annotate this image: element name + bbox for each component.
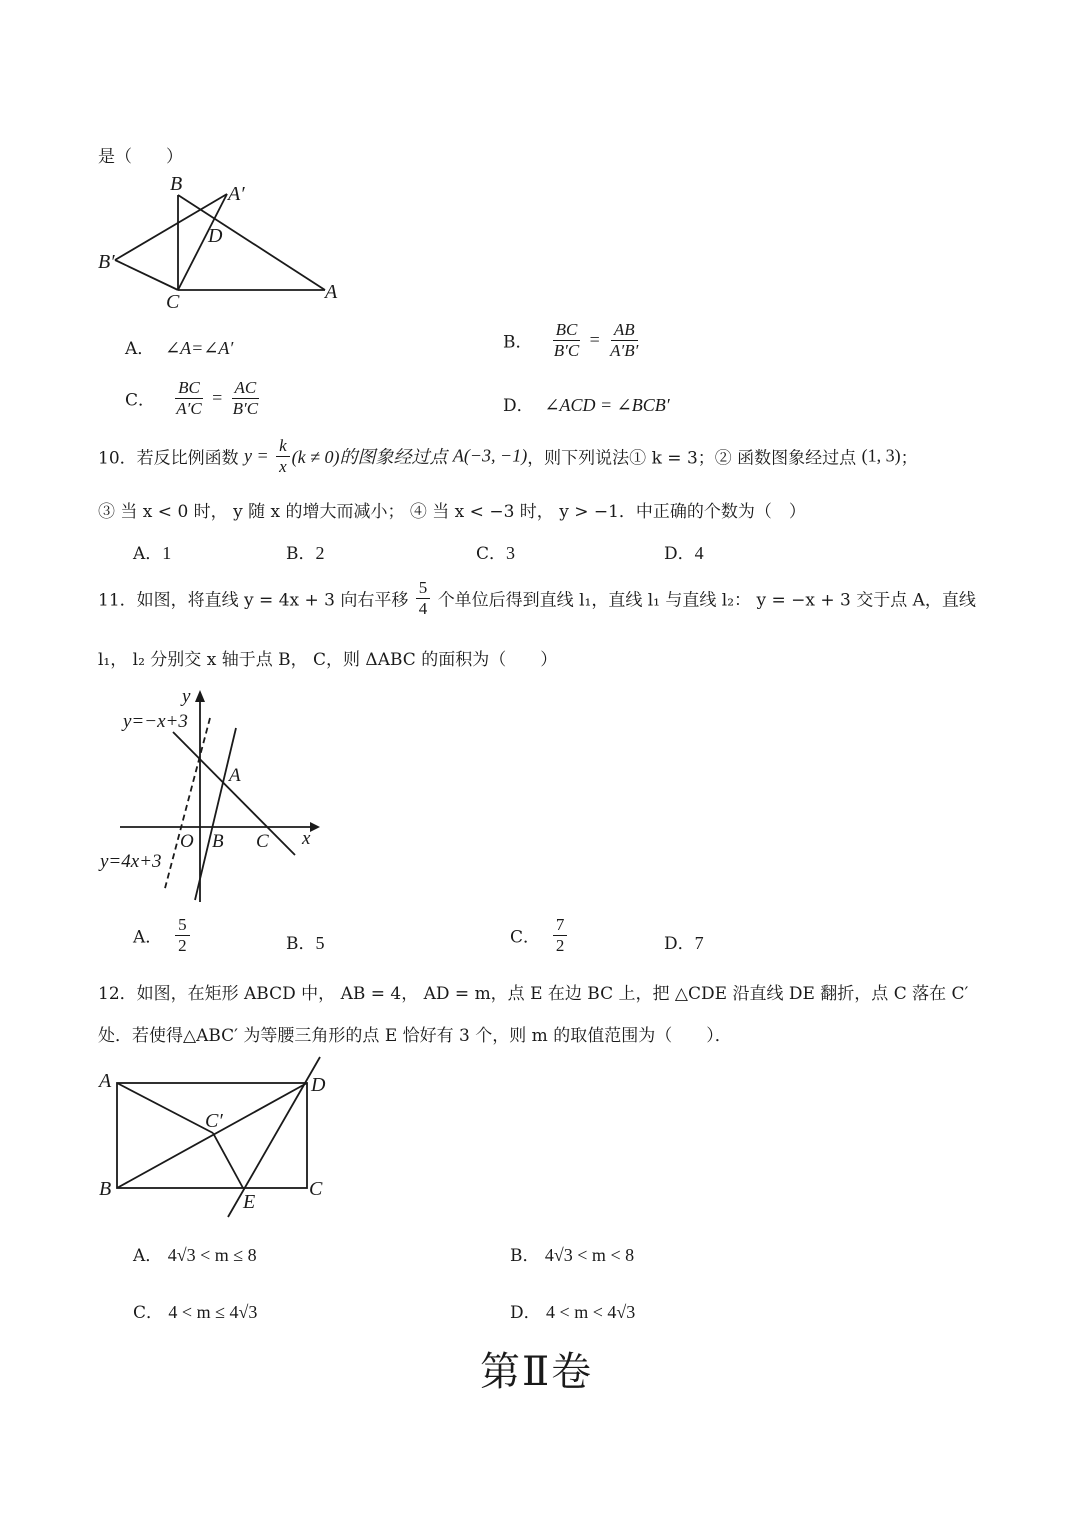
label-A: A: [229, 765, 241, 786]
label-eq2: y=4x+3: [100, 851, 162, 872]
q12-option-c: C． 4 < m ≤ 4√3: [133, 1302, 258, 1323]
q9-option-c: C． $\frac{BC}{A'C}$ = $\frac{AC}{B'C}$: [125, 378, 259, 418]
label-D: D: [311, 1074, 326, 1096]
y-axis-arrow: [195, 690, 205, 702]
q9-figure: [90, 170, 350, 315]
section-title: 第Ⅱ卷: [480, 1349, 594, 1395]
q11-option-d: D．7: [664, 933, 704, 954]
label-B: B: [212, 831, 224, 852]
q12-line2: 处．若使得△ABC′ 为等腰三角形的点 E 恰好有 3 个，则 m 的取值范围为（ ）．: [98, 1026, 732, 1046]
label-D: D: [208, 225, 223, 247]
q9-option-b: B． $\frac{BC}{B'C}$ = $\frac{AB}{A'B'}$: [503, 320, 639, 360]
q9-option-a: A． ∠A=∠A′: [125, 338, 234, 359]
q10-option-c: C．3: [476, 543, 516, 564]
label-C-prime: C′: [205, 1110, 223, 1132]
segment-BprimeC: [115, 260, 178, 290]
q9-stem-tail: 是（ ）: [98, 147, 183, 167]
label-A: A: [99, 1070, 112, 1092]
label-C: C: [256, 831, 269, 852]
x-axis-arrow: [310, 822, 320, 832]
q12-figure: [95, 1055, 345, 1225]
label-C: C: [166, 291, 180, 313]
q11-line2: l₁， l₂ 分别交 x 轴于点 B， C，则 ΔABC 的面积为（ ）: [98, 650, 558, 670]
segment-AC-prime: [117, 1083, 213, 1133]
label-B: B: [170, 173, 183, 195]
q12-line1: 12．如图，在矩形 ABCD 中， AB = 4， AD = m，点 E 在边 BC 上，把 △CDE 沿直线 DE 翻折，点 C 落在 C′: [98, 984, 969, 1004]
segment-C-prime-E: [213, 1133, 243, 1188]
label-E: E: [243, 1191, 256, 1213]
label-y-axis: y: [182, 686, 191, 707]
q10-line2: ③ 当 x < 0 时， y 随 x 的增大而减小； ④ 当 x < −3 时， y > −1．中正确的个数为（ ）: [98, 502, 806, 522]
label-C: C: [309, 1178, 323, 1200]
label-B: B: [99, 1178, 112, 1200]
label-B-prime: B′: [98, 251, 115, 273]
q11-line1: 11．如图，将直线 y = 4x + 3 向右平移 $\frac{5}{4}$ 个单位后得到直线 l₁，直线 l₁ 与直线 l₂： y = −x + 3 交于点 A，直线: [98, 578, 976, 618]
q11-figure: [95, 680, 335, 910]
q12-option-b: B． 4√3 < m < 8: [510, 1245, 635, 1266]
label-A-prime: A′: [228, 183, 245, 205]
label-eq1: y=−x+3: [123, 711, 188, 732]
q10-option-a: A．1: [133, 543, 172, 564]
q9-option-d: D． ∠ACD = ∠BCB′: [503, 395, 670, 416]
line-l1: [195, 728, 236, 900]
q11-option-c: C． $\frac{7}{2}$: [510, 915, 569, 955]
q10-line1: 10．若反比例函数 y = $\frac{k}{x}$ (k ≠ 0)的图象经过点 A(−3, −1)，则下列说法① k = 3；② 函数图象经过点 (1, 3)；: [98, 436, 918, 476]
q10-option-d: D．4: [664, 543, 704, 564]
q10-option-b: B．2: [286, 543, 325, 564]
q11-option-a: A． $\frac{5}{2}$: [133, 915, 192, 955]
label-A: A: [325, 281, 338, 303]
q12-option-d: D． 4 < m < 4√3: [510, 1302, 636, 1323]
q11-option-b: B．5: [286, 933, 325, 954]
q12-option-a: A． 4√3 < m ≤ 8: [133, 1245, 257, 1266]
label-O: O: [180, 831, 194, 852]
label-x-axis: x: [302, 828, 311, 849]
